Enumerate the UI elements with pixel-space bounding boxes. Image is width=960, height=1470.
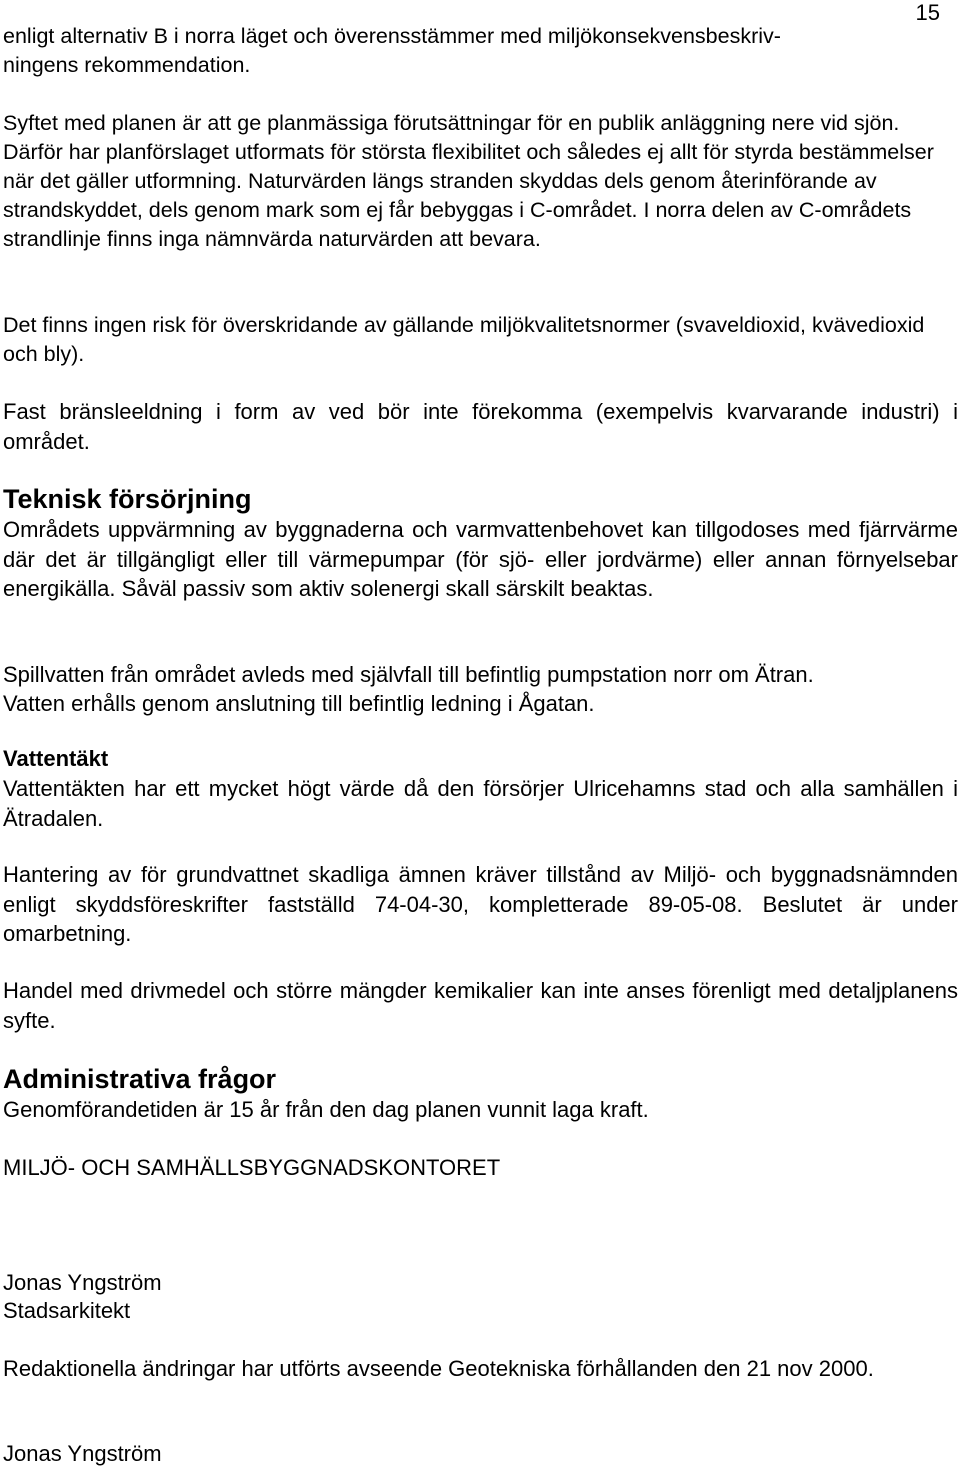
intro-paragraph-1-line-1: enligt alternativ B i norra läget och överensstämmer med miljökonsekvensbeskriv- bbox=[3, 24, 781, 48]
vattentakt-paragraph-3: Handel med drivmedel och större mängder kemikalier kan inte anses förenligt med detaljplanens syfte. bbox=[3, 978, 958, 1033]
intro-paragraph-3: Det finns ingen risk för överskridande av gällande miljökvalitetsnormer (svaveldioxid, kvävedioxid och bly). bbox=[3, 313, 925, 366]
administrativa-paragraph-1: Genomförandetiden är 15 år från den dag planen vunnit laga kraft. bbox=[3, 1097, 649, 1122]
teknisk-paragraph-1: Områdets uppvärmning av byggnaderna och varmvattenbehovet kan tillgodoses med fjärrvärme där det är tillgängligt eller till värmepumpar (för sjö- eller jordvärme) eller annan förnyelsebar energikälla. Såväl passiv som aktiv solenergi skall särskilt beaktas. bbox=[3, 517, 958, 601]
signature-title: Stadsarkitekt bbox=[3, 1298, 131, 1323]
heading-teknisk-forsorjning: Teknisk försörjning bbox=[3, 484, 252, 514]
teknisk-paragraph-2-line-2: Vatten erhålls genom anslutning till befintlig ledning i Ågatan. bbox=[3, 691, 595, 716]
intro-paragraph-1-line-2: ningens rekommendation. bbox=[3, 53, 251, 77]
heading-vattentakt: Vattentäkt bbox=[3, 746, 109, 771]
page-number: 15 bbox=[915, 0, 940, 25]
vattentakt-paragraph-1: Vattentäkten har ett mycket högt värde då den försörjer Ulricehamns stad och alla samhällen i Ätradalen. bbox=[3, 776, 958, 831]
intro-paragraph-4: Fast bränsleeldning i form av ved bör inte förekomma (exempelvis kvarvarande industri) i området. bbox=[3, 399, 958, 454]
signature-name-2: Jonas Yngström bbox=[3, 1441, 162, 1466]
editorial-note: Redaktionella ändringar har utförts avseende Geotekniska förhållanden den 21 nov 2000. bbox=[3, 1356, 874, 1381]
teknisk-paragraph-2-line-1: Spillvatten från området avleds med självfall till befintlig pumpstation norr om Ätran. bbox=[3, 662, 814, 687]
signature-office: MILJÖ- OCH SAMHÄLLSBYGGNADSKONTORET bbox=[3, 1155, 501, 1180]
vattentakt-paragraph-2: Hantering av för grundvattnet skadliga ämnen kräver tillstånd av Miljö- och byggnadsnämnden enligt skyddsföreskrifter fastställd 74-04-30, kompletterade 89-05-08. Beslutet är under omarbetning. bbox=[3, 862, 958, 946]
intro-paragraph-2: Syftet med planen är att ge planmässiga förutsättningar för en publik anläggning nere vid sjön. Därför har planförslaget utformats för största flexibilitet och således ej allt för styrda bestämmelser när det gäller utformning. Naturvärden längs stranden skyddas dels genom återinförande av strandskyddet, dels genom mark som ej får bebyggas i C-området. I norra delen av C-områdets strandlinje finns inga nämnvärda naturvärden att bevara. bbox=[3, 111, 934, 251]
heading-administrativa-fragor: Administrativa frågor bbox=[3, 1064, 277, 1094]
signature-name: Jonas Yngström bbox=[3, 1270, 162, 1295]
